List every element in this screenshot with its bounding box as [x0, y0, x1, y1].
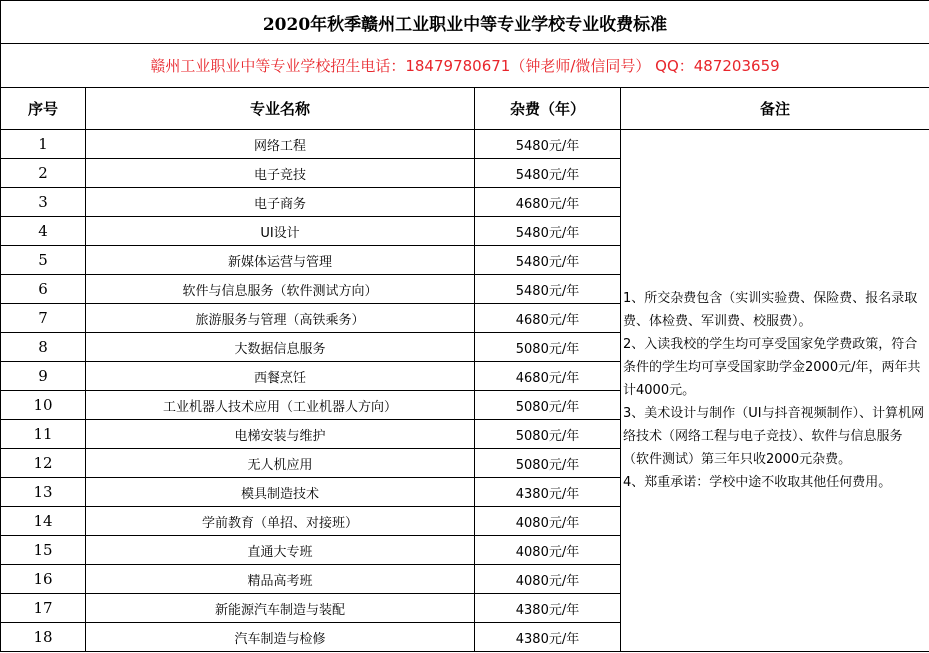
sheet-title: 2020年秋季赣州工业职业中等专业学校专业收费标准: [1, 1, 929, 44]
row-index: 3: [1, 188, 86, 217]
row-major: 软件与信息服务（软件测试方向）: [86, 275, 475, 304]
header-index: 序号: [1, 88, 86, 130]
header-row: [1, 88, 929, 130]
row-major: 汽车制造与检修: [86, 623, 475, 652]
row-index: 9: [1, 362, 86, 391]
row-index: 8: [1, 333, 86, 362]
row-major: 大数据信息服务: [86, 333, 475, 362]
row-major: 模具制造技术: [86, 478, 475, 507]
row-index: 4: [1, 217, 86, 246]
row-major: 旅游服务与管理（高铁乘务）: [86, 304, 475, 333]
row-index: 13: [1, 478, 86, 507]
row-major: 精品高考班: [86, 565, 475, 594]
header-major: 专业名称: [86, 88, 475, 130]
row-index: 2: [1, 159, 86, 188]
row-index: 16: [1, 565, 86, 594]
row-major: 直通大专班: [86, 536, 475, 565]
row-index: 11: [1, 420, 86, 449]
row-major: 新能源汽车制造与装配: [86, 594, 475, 623]
header-remarks: 备注: [621, 88, 929, 130]
contact-info: 赣州工业职业中等专业学校招生电话：18479780671（钟老师/微信同号） QQ：487203659: [1, 44, 929, 88]
row-major: 电子商务: [86, 188, 475, 217]
table-row: [1, 130, 929, 159]
row-fee: 5480元/年: [475, 217, 621, 246]
remark-item: 4、郑重承诺：学校中途不收取其他任何费用。: [623, 475, 892, 490]
row-index: 14: [1, 507, 86, 536]
row-fee: 5480元/年: [475, 275, 621, 304]
row-major: 电梯安装与维护: [86, 420, 475, 449]
remark-item: 2、入读我校的学生均可享受国家免学费政策，符合条件的学生均可享受国家助学金2000元/年，两年共计4000元。: [623, 337, 921, 398]
row-major: 无人机应用: [86, 449, 475, 478]
row-fee: 4380元/年: [475, 478, 621, 507]
row-fee: 4680元/年: [475, 304, 621, 333]
row-index: 12: [1, 449, 86, 478]
row-index: 7: [1, 304, 86, 333]
row-fee: 4080元/年: [475, 536, 621, 565]
row-major: 电子竞技: [86, 159, 475, 188]
row-fee: 4080元/年: [475, 507, 621, 536]
row-fee: 4080元/年: [475, 565, 621, 594]
row-index: 17: [1, 594, 86, 623]
row-major: UI设计: [86, 217, 475, 246]
row-fee: 5480元/年: [475, 159, 621, 188]
row-index: 1: [1, 130, 86, 159]
row-fee: 5480元/年: [475, 130, 621, 159]
row-fee: 5080元/年: [475, 391, 621, 420]
row-index: 5: [1, 246, 86, 275]
remark-item: 3、美术设计与制作（UI与抖音视频制作）、计算机网络技术（网络工程与电子竞技）、软件与信息服务（软件测试）第三年只收2000元杂费。: [623, 406, 925, 467]
row-fee: 4680元/年: [475, 188, 621, 217]
title-row: [1, 1, 929, 44]
row-major: 新媒体运营与管理: [86, 246, 475, 275]
row-major: 工业机器人技术应用（工业机器人方向）: [86, 391, 475, 420]
row-fee: 4380元/年: [475, 594, 621, 623]
row-fee: 5480元/年: [475, 246, 621, 275]
header-fee: 杂费（年）: [475, 88, 621, 130]
row-fee: 4380元/年: [475, 623, 621, 652]
row-fee: 5080元/年: [475, 420, 621, 449]
row-fee: 5080元/年: [475, 449, 621, 478]
remarks-cell: [621, 130, 929, 652]
row-major: 学前教育（单招、对接班）: [86, 507, 475, 536]
row-major: 西餐烹饪: [86, 362, 475, 391]
row-fee: 5080元/年: [475, 333, 621, 362]
row-major: 网络工程: [86, 130, 475, 159]
row-fee: 4680元/年: [475, 362, 621, 391]
row-index: 6: [1, 275, 86, 304]
remark-item: 1、所交杂费包含（实训实验费、保险费、报名录取费、体检费、军训费、校服费）。: [623, 291, 918, 329]
row-index: 15: [1, 536, 86, 565]
contact-row: [1, 44, 929, 88]
row-index: 18: [1, 623, 86, 652]
row-index: 10: [1, 391, 86, 420]
